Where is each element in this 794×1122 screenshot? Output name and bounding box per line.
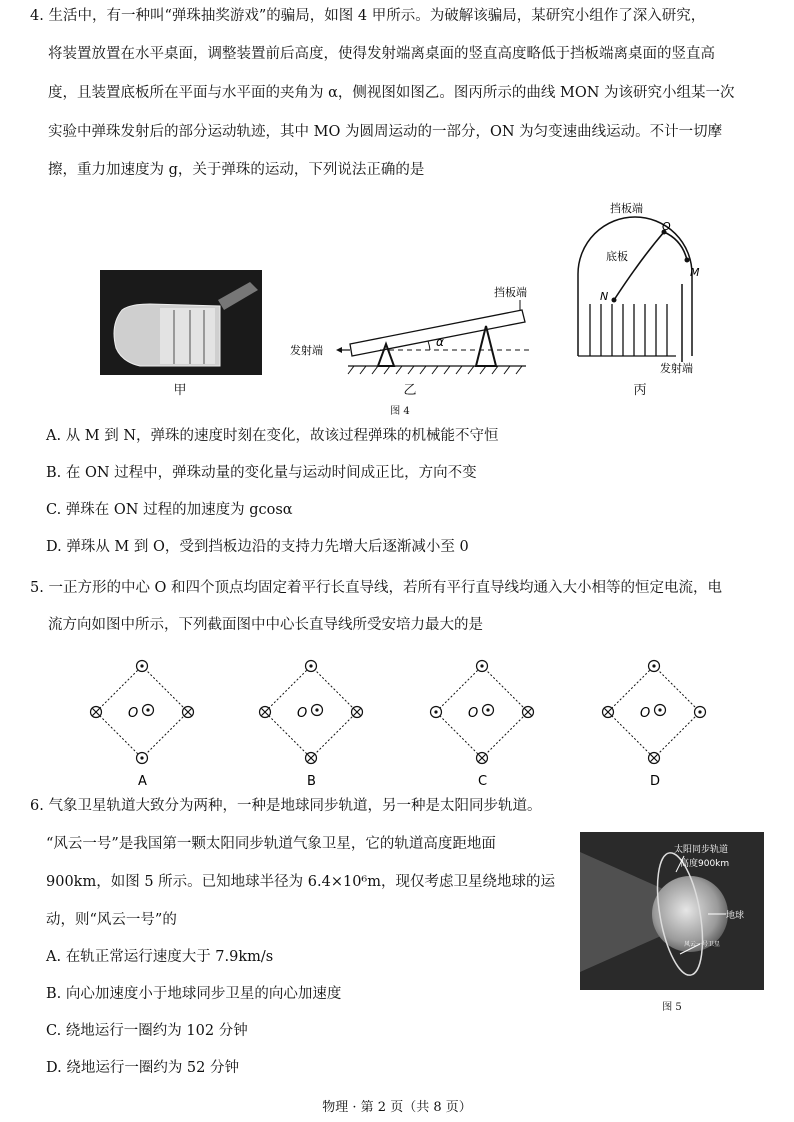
wire-center-icon xyxy=(483,705,494,716)
wire-center-icon xyxy=(312,705,323,716)
center-o-label: O xyxy=(297,706,308,721)
wire-right-icon xyxy=(183,707,194,718)
q4-line-3: 度，且装置底板所在平面与水平面的夹角为 α，侧视图如图乙。图丙所示的曲线 MON 为该研究小组某一次 xyxy=(48,85,735,101)
q6-line-4: 动，则“风云一号”的 xyxy=(46,912,177,928)
q4-option-d: D. 弹珠从 M 到 O，受到挡板边沿的支持力先增大后逐渐减小至 0 xyxy=(46,539,469,555)
yi-baffle-label: 挡板端 xyxy=(494,286,527,299)
wire-left-icon xyxy=(260,707,271,718)
q6-option-b: B. 向心加速度小于地球同步卫星的向心加速度 xyxy=(46,986,342,1002)
bing-launch-label: 发射端 xyxy=(660,362,693,374)
bing-pins xyxy=(590,304,667,356)
bing-m-label: M xyxy=(690,266,700,279)
wire-top-icon xyxy=(306,661,317,672)
fig4-label: 图 4 xyxy=(390,406,410,417)
bing-n-label: N xyxy=(600,290,609,303)
figure5-photo xyxy=(580,832,764,990)
fig5-caption: 图 5 xyxy=(662,1002,682,1013)
q6-option-d: D. 绕地运行一圈约为 52 分钟 xyxy=(46,1060,239,1076)
wire-bottom-icon xyxy=(649,753,660,764)
wire-bottom-icon xyxy=(477,753,488,764)
bing-o-label: O xyxy=(662,220,671,233)
wire-left-icon xyxy=(91,707,102,718)
wire-center-icon xyxy=(143,705,154,716)
q6-line-2: “风云一号”是我国第一颗太阳同步轨道气象卫星，它的轨道高度距地面 xyxy=(46,836,496,852)
wire-right-icon xyxy=(352,707,363,718)
q6-line-3: 900km，如图 5 所示。已知地球半径为 6.4×10⁶m，现仅考虑卫星绕地球的运 xyxy=(46,874,555,890)
q5-line-1: 5. 一正方形的中心 O 和四个顶点均固定着平行长直导线，若所有平行直导线均通入大小相等的恒定电流，电 xyxy=(30,580,723,596)
wire-top-icon xyxy=(649,661,660,672)
wire-bottom-icon xyxy=(306,753,317,764)
figure-bing-diagram xyxy=(570,196,710,374)
center-o-label: O xyxy=(128,706,139,721)
q4-line-1: 4. 生活中，有一种叫“弹珠抽奖游戏”的骗局，如图 4 甲所示。为破解该骗局，某研究小组作了深入研究， xyxy=(30,8,706,24)
figure-jia-photo xyxy=(100,270,262,375)
caption-bing: 丙 xyxy=(633,383,647,398)
square-outline xyxy=(608,666,700,758)
bing-baffle-label: 挡板端 xyxy=(610,202,643,215)
option-label: A xyxy=(138,774,147,789)
wire-bottom-icon xyxy=(137,753,148,764)
q6-option-a: A. 在轨正常运行速度大于 7.9km/s xyxy=(46,949,274,965)
center-o-label: O xyxy=(468,706,479,721)
figure-yi-diagram xyxy=(290,280,540,380)
point-m xyxy=(685,258,690,263)
q6-option-c: C. 绕地运行一圈约为 102 分钟 xyxy=(46,1023,248,1039)
trajectory-mon xyxy=(614,232,687,300)
q5-figures xyxy=(0,650,794,790)
yi-alpha-label: α xyxy=(436,335,444,349)
page-footer: 物理 · 第 2 页（共 8 页） xyxy=(322,1100,472,1115)
q6-line-1: 6. 气象卫星轨道大致分为两种，一种是地球同步轨道，另一种是太阳同步轨道。 xyxy=(30,798,542,814)
wire-left-icon xyxy=(431,707,442,718)
point-n xyxy=(612,298,617,303)
wire-right-icon xyxy=(523,707,534,718)
incline-board xyxy=(350,310,525,356)
option-label: D xyxy=(650,774,661,789)
option-label: C xyxy=(478,774,488,789)
wire-right-icon xyxy=(695,707,706,718)
alpha-arc xyxy=(428,341,430,350)
right-support xyxy=(476,326,496,366)
left-support xyxy=(378,344,394,366)
photo-height-label: 高度900km xyxy=(680,859,730,869)
wire-center-icon xyxy=(655,705,666,716)
table-hatching xyxy=(348,366,522,374)
square-outline xyxy=(265,666,357,758)
photo-orbit-label: 太阳同步轨道 xyxy=(674,845,729,855)
q4-line-4: 实验中弹珠发射后的部分运动轨迹，其中 MO 为圆周运动的一部分，ON 为匀变速曲线运动。不计一切摩 xyxy=(48,124,723,140)
wire-top-icon xyxy=(137,661,148,672)
q4-option-b: B. 在 ON 过程中，弹珠动量的变化量与运动时间成正比，方向不变 xyxy=(46,465,477,481)
wire-top-icon xyxy=(477,661,488,672)
photo-sat-label: 风云一号卫星 xyxy=(684,941,721,948)
q5-line-2: 流方向如图中所示，下列截面图中中心长直导线所受安培力最大的是 xyxy=(48,617,483,633)
square-outline xyxy=(436,666,528,758)
bing-boundary xyxy=(578,217,692,356)
q4-option-a: A. 从 M 到 N，弹珠的速度时刻在变化，故该过程弹珠的机械能不守恒 xyxy=(46,428,499,444)
q4-option-c: C. 弹珠在 ON 过程的加速度为 gcosα xyxy=(46,502,293,518)
caption-yi: 乙 xyxy=(403,383,417,398)
q4-line-5: 擦，重力加速度为 g，关于弹珠的运动，下列说法正确的是 xyxy=(48,162,425,178)
option-label: B xyxy=(307,774,316,789)
q5-figures-svg xyxy=(0,650,794,790)
photo-earth-label: 地球 xyxy=(726,911,745,921)
bing-floor-label: 底板 xyxy=(606,250,628,263)
square-outline xyxy=(96,666,188,758)
center-o-label: O xyxy=(640,706,651,721)
caption-jia: 甲 xyxy=(173,383,187,398)
wire-left-icon xyxy=(603,707,614,718)
q4-line-2: 将装置放置在水平桌面，调整装置前后高度，使得发射端离桌面的竖直高度略低于挡板端离桌面的竖直高 xyxy=(48,46,715,62)
yi-launch-label: 发射端 xyxy=(290,344,323,357)
